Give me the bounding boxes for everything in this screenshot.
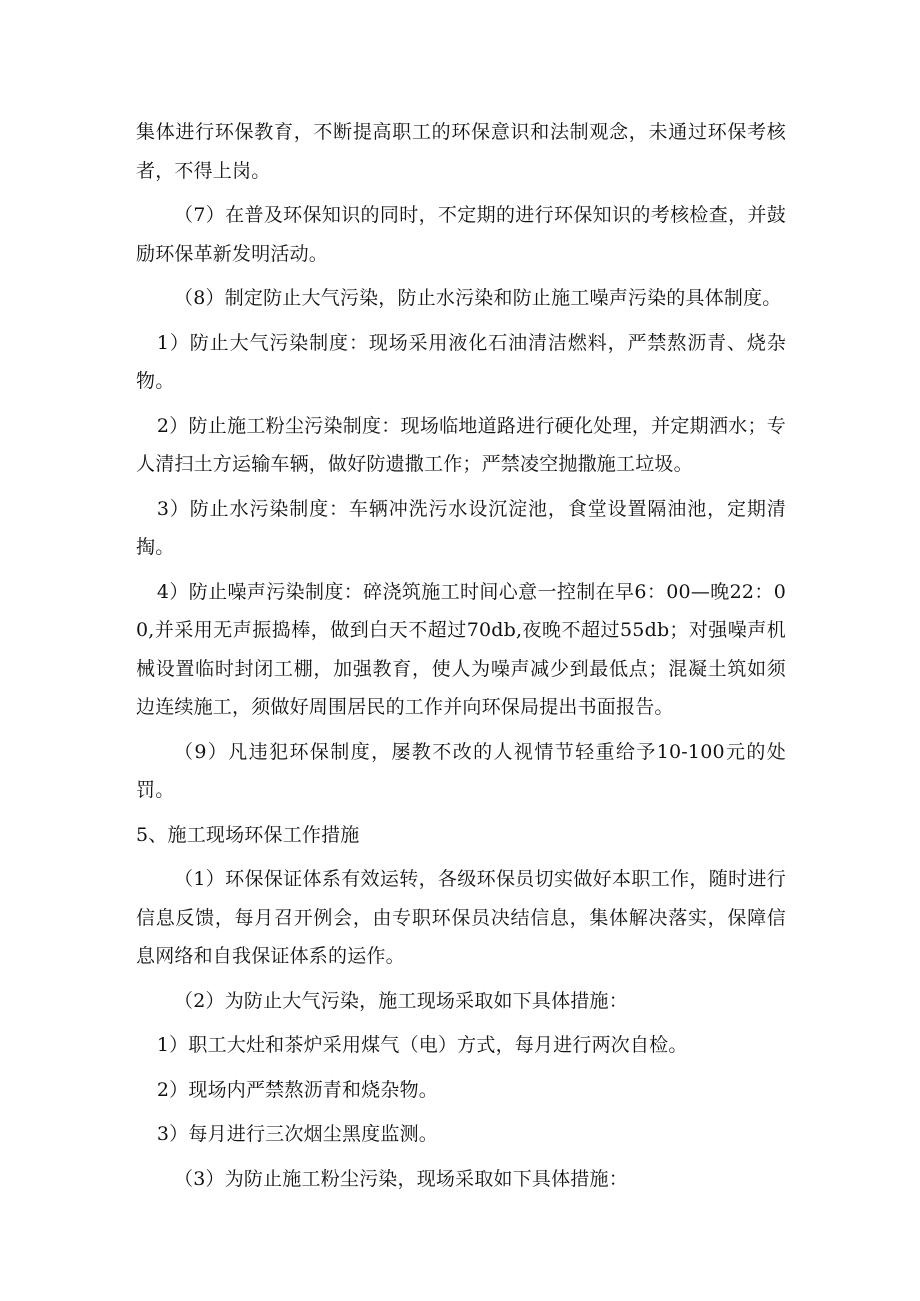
paragraph-water-pollution-rule: 3）防止水污染制度：车辆冲洗污水设沉淀池，食堂设置隔油池，定期清掏。 [136,497,786,558]
paragraph-measure-1: （1）环保保证体系有效运转，各级环保员切实做好本职工作，随时进行信息反馈，每月召开例会，由专职环保员决结信息，集体解决落实，保障信息网络和自我保证体系的运作。 [136,868,786,967]
paragraph-measure-2-item-1: 1）职工大灶和茶炉采用煤气（电）方式，每月进行两次自检。 [156,1034,688,1056]
paragraph-dust-pollution-rule: 2）防止施工粉尘污染制度：现场临地道路进行硬化处理，并定期洒水；专人清扫土方运输车辆，做好防遗撒工作；严禁凌空抛撒施工垃圾。 [136,414,786,475]
paragraph-measure-2-item-2: 2）现场内严禁熬沥青和烧杂物。 [156,1078,438,1101]
paragraph-education: 集体进行环保教育，不断提高职工的环保意识和法制观念，未通过环保考核者，不得上岗。 [136,121,786,182]
paragraph-item-7: （7）在普及环保知识的同时，不定期的进行环保知识的考核检查，并鼓励环保革新发明活动。 [136,204,786,265]
paragraph-measure-3: （3）为防止施工粉尘污染，现场采取如下具体措施： [174,1167,628,1190]
paragraph-item-8: （8）制定防止大气污染，防止水污染和防止施工噪声污染的具体制度。 [174,287,782,309]
section-title-site-measures: 5、施工现场环保工作措施 [136,823,360,846]
document-body [136,113,786,1198]
paragraph-measure-2: （2）为防止大气污染，施工现场采取如下具体措施： [174,989,628,1012]
paragraph-item-9: （9）凡违犯环保制度，屡教不改的人视情节轻重给予10-100元的处罚。 [136,740,786,801]
paragraph-measure-2-item-3: 3）每月进行三次烟尘黑度监测。 [156,1123,438,1145]
paragraph-air-pollution-rule: 1）防止大气污染制度：现场采用液化石油清洁燃料，严禁熬沥青、烧杂物。 [136,331,786,392]
paragraph-noise-pollution-rule: 4）防止噪声污染制度：碎浇筑施工时间心意一控制在早6：00—晚22：00,并采用无声振捣棒，做到白天不超过70db,夜晚不超过55db；对强噪声机械设置临时封闭工棚，加强教育，使人为噪声减少到最低点；混凝土筑如须边连续施工，须做好周围居民的工作并向环保局提出书面报告。 [136,580,786,718]
